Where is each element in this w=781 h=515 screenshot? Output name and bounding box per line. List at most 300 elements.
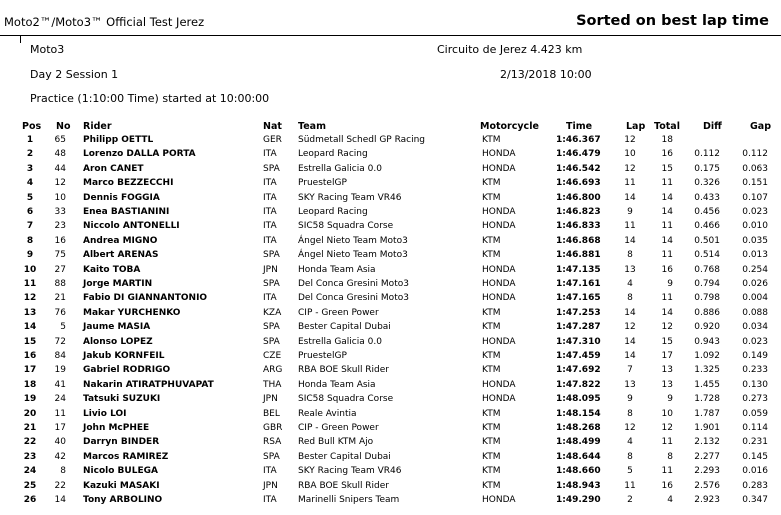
cell-rider: Tony ARBOLINO: [83, 495, 163, 505]
cell-total: 16: [661, 264, 673, 275]
cell-team: SKY Racing Team VR46: [298, 192, 402, 203]
cell-diff: 1.787: [694, 408, 720, 419]
cell-lap: 9: [627, 207, 633, 217]
cell-best-time: 1:48.644: [556, 451, 601, 462]
cell-diff: 0.514: [694, 250, 720, 261]
cell-total: 11: [661, 293, 673, 304]
cell-nation: ITA: [263, 207, 277, 217]
cell-number: 33: [54, 207, 66, 217]
cell-lap: 9: [627, 394, 633, 405]
cell-best-time: 1:48.499: [556, 437, 601, 448]
column-header-total: Total: [654, 121, 680, 132]
cell-pos: 4: [26, 178, 34, 189]
cell-motorcycle: KTM: [482, 307, 501, 318]
table-row: [0, 134, 781, 148]
table-row: [0, 494, 781, 508]
cell-total: 9: [667, 279, 673, 289]
table-row: [0, 336, 781, 350]
cell-rider: Philipp OETTL: [83, 135, 154, 145]
cell-lap: 14: [624, 235, 636, 246]
cell-motorcycle: KTM: [482, 451, 501, 462]
cell-nation: BEL: [263, 408, 280, 419]
cell-best-time: 1:46.800: [556, 192, 601, 203]
cell-motorcycle: HONDA: [482, 293, 516, 304]
cell-number: 19: [54, 365, 66, 376]
cell-rider: Nicolo BULEGA: [83, 466, 158, 477]
cell-best-time: 1:47.161: [556, 279, 601, 289]
cell-total: 10: [661, 408, 673, 419]
cell-team: Reale Avintia: [298, 408, 357, 419]
cell-motorcycle: KTM: [482, 423, 501, 433]
cell-pos: 12: [23, 293, 37, 304]
cell-rider: Andrea MIGNO: [83, 235, 158, 246]
sort-label: Sorted on best lap time: [576, 13, 769, 29]
cell-lap: 11: [624, 178, 636, 189]
cell-rider: Jaume MASIA: [83, 322, 151, 333]
cell-number: 14: [54, 495, 66, 505]
column-header-motorcycle: Motorcycle: [480, 121, 539, 132]
cell-motorcycle: KTM: [482, 480, 501, 491]
cell-pos: 2: [26, 149, 34, 160]
cell-lap: 4: [627, 437, 633, 448]
cell-rider: Gabriel RODRIGO: [83, 365, 171, 376]
cell-motorcycle: KTM: [482, 365, 501, 376]
cell-gap: 0.273: [742, 394, 768, 405]
cell-total: 9: [667, 394, 673, 405]
cell-pos: 6: [26, 207, 34, 217]
table-row: [0, 148, 781, 162]
cell-number: 12: [54, 178, 66, 189]
cell-diff: 0.501: [694, 235, 720, 246]
cell-best-time: 1:48.660: [556, 466, 601, 477]
cell-motorcycle: HONDA: [482, 221, 516, 232]
table-row: [0, 163, 781, 177]
table-row: [0, 393, 781, 407]
cell-team: Leopard Racing: [298, 149, 368, 160]
title-rule: [0, 35, 781, 36]
cell-total: 18: [661, 135, 673, 145]
cell-pos: 13: [23, 307, 37, 318]
table-row: [0, 264, 781, 278]
cell-pos: 9: [26, 250, 34, 261]
cell-pos: 26: [23, 495, 37, 505]
cell-lap: 12: [624, 135, 636, 145]
cell-motorcycle: KTM: [482, 250, 501, 261]
cell-rider: Kazuki MASAKI: [83, 480, 160, 491]
cell-team: Südmetall Schedl GP Racing: [298, 135, 426, 145]
cell-motorcycle: KTM: [482, 178, 501, 189]
cell-lap: 8: [627, 451, 633, 462]
table-row: [0, 364, 781, 378]
cell-number: 11: [54, 408, 66, 419]
cell-rider: Fabio DI GIANNANTONIO: [83, 293, 208, 304]
cell-number: 42: [54, 451, 66, 462]
cell-pos: 16: [23, 351, 37, 361]
cell-rider: John McPHEE: [83, 423, 150, 433]
cell-total: 14: [661, 192, 673, 203]
table-row: [0, 436, 781, 450]
cell-pos: 24: [23, 466, 37, 477]
cell-nation: ITA: [263, 178, 277, 189]
cell-number: 48: [54, 149, 66, 160]
cell-number: 23: [54, 221, 66, 232]
cell-number: 65: [54, 135, 66, 145]
cell-lap: 13: [624, 379, 636, 390]
cell-nation: SPA: [263, 250, 280, 261]
cell-gap: 0.151: [742, 178, 768, 189]
table-row: [0, 249, 781, 263]
cell-lap: 8: [627, 293, 633, 304]
cell-team: Ángel Nieto Team Moto3: [298, 235, 408, 246]
cell-nation: ITA: [263, 235, 277, 246]
cell-diff: 0.886: [694, 307, 720, 318]
cell-team: RBA BOE Skull Rider: [298, 365, 390, 376]
cell-gap: 0.231: [742, 437, 768, 448]
cell-lap: 11: [624, 480, 636, 491]
cell-nation: SPA: [263, 336, 280, 347]
cell-gap: 0.283: [742, 480, 768, 491]
cell-best-time: 1:47.253: [556, 307, 601, 318]
cell-motorcycle: HONDA: [482, 163, 516, 174]
cell-nation: SPA: [263, 451, 280, 462]
cell-gap: 0.088: [742, 307, 768, 318]
cell-team: Del Conca Gresini Moto3: [298, 279, 409, 289]
cell-number: 84: [54, 351, 66, 361]
cell-number: 22: [54, 480, 66, 491]
cell-team: Red Bull KTM Ajo: [298, 437, 374, 448]
cell-rider: Tatsuki SUZUKI: [83, 394, 161, 405]
session-name: Day 2 Session 1: [30, 68, 119, 81]
cell-total: 12: [661, 322, 673, 333]
table-row: [0, 321, 781, 335]
cell-total: 8: [667, 451, 673, 462]
cell-lap: 14: [624, 351, 636, 361]
cell-team: PruestelGP: [298, 178, 347, 189]
cell-diff: 2.293: [694, 466, 720, 477]
cell-rider: Jorge MARTIN: [83, 279, 153, 289]
cell-pos: 20: [23, 408, 37, 419]
cell-gap: 0.004: [742, 293, 768, 304]
cell-diff: 1.325: [694, 365, 720, 376]
cell-best-time: 1:47.165: [556, 293, 601, 304]
cell-number: 27: [54, 264, 66, 275]
cell-lap: 14: [624, 307, 636, 318]
cell-pos: 21: [23, 423, 37, 433]
cell-gap: 0.023: [742, 207, 768, 217]
cell-rider: Marcos RAMIREZ: [83, 451, 169, 462]
cell-nation: ITA: [263, 221, 277, 232]
cell-total: 11: [661, 221, 673, 232]
cell-motorcycle: KTM: [482, 437, 501, 448]
cell-best-time: 1:47.310: [556, 336, 601, 347]
column-header-gap: Gap: [750, 121, 772, 132]
cell-team: CIP - Green Power: [298, 307, 379, 318]
cell-team: Marinelli Snipers Team: [298, 495, 400, 505]
cell-pos: 11: [23, 279, 37, 289]
cell-best-time: 1:48.943: [556, 480, 601, 491]
cell-team: SIC58 Squadra Corse: [298, 394, 394, 405]
cell-best-time: 1:47.692: [556, 365, 601, 376]
table-row: [0, 292, 781, 306]
cell-number: 17: [54, 423, 66, 433]
cell-gap: 0.016: [742, 466, 768, 477]
cell-best-time: 1:47.822: [556, 379, 601, 390]
cell-pos: 17: [23, 365, 37, 376]
table-row: [0, 206, 781, 220]
cell-lap: 5: [627, 466, 633, 477]
cell-number: 10: [54, 192, 66, 203]
cell-best-time: 1:48.154: [556, 408, 601, 419]
table-row: [0, 451, 781, 465]
cell-diff: 0.456: [694, 207, 720, 217]
table-row: [0, 408, 781, 422]
cell-nation: SPA: [263, 322, 280, 333]
cell-gap: 0.149: [742, 351, 768, 361]
cell-rider: Kaito TOBA: [83, 264, 141, 275]
column-header-rider: Rider: [83, 121, 112, 132]
cell-best-time: 1:48.095: [556, 394, 601, 405]
cell-motorcycle: KTM: [482, 408, 501, 419]
column-header-nat: Nat: [263, 121, 282, 132]
cell-motorcycle: KTM: [482, 351, 501, 361]
cell-number: 5: [60, 322, 66, 333]
cell-gap: 0.010: [742, 221, 768, 232]
cell-team: Honda Team Asia: [298, 379, 376, 390]
cell-number: 76: [54, 307, 66, 318]
cell-nation: SPA: [263, 163, 280, 174]
cell-nation: JPN: [263, 480, 278, 491]
cell-rider: Jakub KORNFEIL: [83, 351, 165, 361]
cell-lap: 2: [627, 495, 633, 505]
cell-motorcycle: HONDA: [482, 394, 516, 405]
cell-gap: 0.145: [742, 451, 768, 462]
cell-rider: Nakarin ATIRATPHUVAPAT: [83, 379, 214, 390]
cell-gap: 0.233: [742, 365, 768, 376]
cell-number: 24: [54, 394, 66, 405]
cell-best-time: 1:46.542: [556, 163, 601, 174]
cell-rider: Albert ARENAS: [83, 250, 159, 261]
cell-gap: 0.059: [742, 408, 768, 419]
cell-number: 88: [54, 279, 66, 289]
column-header-lap: Lap: [626, 121, 646, 132]
cell-nation: JPN: [263, 394, 278, 405]
cell-diff: 0.466: [694, 221, 720, 232]
cell-pos: 23: [23, 451, 37, 462]
cell-total: 11: [661, 250, 673, 261]
cell-number: 21: [54, 293, 66, 304]
cell-total: 17: [661, 351, 673, 361]
cell-total: 4: [667, 495, 673, 505]
cell-lap: 14: [624, 192, 636, 203]
cell-pos: 18: [23, 379, 37, 390]
cell-rider: Aron CANET: [83, 163, 144, 174]
cell-total: 15: [661, 336, 673, 347]
table-row: [0, 465, 781, 479]
cell-gap: 0.035: [742, 235, 768, 246]
cell-total: 14: [661, 207, 673, 217]
table-row: [0, 235, 781, 249]
cell-best-time: 1:47.135: [556, 264, 601, 275]
cell-nation: GER: [263, 135, 282, 145]
cell-motorcycle: HONDA: [482, 379, 516, 390]
cell-rider: Darryn BINDER: [83, 437, 160, 448]
cell-total: 13: [661, 379, 673, 390]
cell-nation: GBR: [263, 423, 283, 433]
cell-team: Estrella Galicia 0.0: [298, 163, 382, 174]
cell-total: 14: [661, 307, 673, 318]
cell-best-time: 1:47.287: [556, 322, 601, 333]
cell-team: Bester Capital Dubai: [298, 322, 391, 333]
cell-nation: THA: [263, 379, 282, 390]
cell-motorcycle: KTM: [482, 235, 501, 246]
cell-diff: 2.132: [694, 437, 720, 448]
cell-lap: 12: [624, 423, 636, 433]
cell-lap: 7: [627, 365, 633, 376]
cell-gap: 0.013: [742, 250, 768, 261]
cell-diff: 1.901: [694, 423, 720, 433]
cell-team: RBA BOE Skull Rider: [298, 480, 390, 491]
cell-pos: 19: [23, 394, 37, 405]
cell-motorcycle: HONDA: [482, 279, 516, 289]
cell-gap: 0.026: [742, 279, 768, 289]
cell-number: 44: [54, 163, 66, 174]
cell-diff: 0.943: [694, 336, 720, 347]
cell-motorcycle: HONDA: [482, 207, 516, 217]
cell-diff: 1.092: [694, 351, 720, 361]
cell-motorcycle: HONDA: [482, 264, 516, 275]
cell-number: 41: [54, 379, 66, 390]
cell-nation: KZA: [263, 307, 282, 318]
cell-pos: 14: [23, 322, 37, 333]
cell-nation: RSA: [263, 437, 282, 448]
cell-total: 15: [661, 163, 673, 174]
cell-lap: 13: [624, 264, 636, 275]
cell-pos: 22: [23, 437, 37, 448]
cell-lap: 8: [627, 250, 633, 261]
cell-total: 11: [661, 437, 673, 448]
table-row: [0, 278, 781, 292]
cell-team: Bester Capital Dubai: [298, 451, 391, 462]
table-row: [0, 177, 781, 191]
column-header-diff: Diff: [703, 121, 722, 132]
cell-lap: 12: [624, 163, 636, 174]
cell-diff: 1.455: [694, 379, 720, 390]
cell-lap: 10: [624, 149, 636, 160]
cell-gap: 0.112: [742, 149, 768, 160]
column-header-pos: Pos: [22, 121, 42, 132]
cell-rider: Dennis FOGGIA: [83, 192, 160, 203]
cell-motorcycle: HONDA: [482, 495, 516, 505]
cell-nation: CZE: [263, 351, 282, 361]
table-row: [0, 480, 781, 494]
table-row: [0, 379, 781, 393]
cell-team: Del Conca Gresini Moto3: [298, 293, 409, 304]
cell-pos: 25: [23, 480, 37, 491]
cell-diff: 0.794: [694, 279, 720, 289]
cell-lap: 12: [624, 322, 636, 333]
cell-diff: 0.768: [694, 264, 720, 275]
cell-number: 16: [54, 235, 66, 246]
cell-motorcycle: KTM: [482, 322, 501, 333]
cell-total: 11: [661, 466, 673, 477]
cell-best-time: 1:46.693: [556, 178, 601, 189]
cell-gap: 0.034: [742, 322, 768, 333]
cell-nation: ITA: [263, 495, 277, 505]
cell-best-time: 1:46.479: [556, 149, 601, 160]
table-row: [0, 192, 781, 206]
cell-diff: 0.798: [694, 293, 720, 304]
cell-best-time: 1:46.868: [556, 235, 601, 246]
cell-gap: 0.023: [742, 336, 768, 347]
cell-number: 75: [54, 250, 66, 261]
cell-best-time: 1:47.459: [556, 351, 601, 361]
cell-team: Estrella Galicia 0.0: [298, 336, 382, 347]
cell-pos: 15: [23, 336, 37, 347]
cell-total: 12: [661, 423, 673, 433]
cell-gap: 0.130: [742, 379, 768, 390]
cell-nation: JPN: [263, 264, 278, 275]
cell-diff: 0.920: [694, 322, 720, 333]
table-row: [0, 220, 781, 234]
cell-pos: 10: [23, 264, 37, 275]
cell-team: Leopard Racing: [298, 207, 368, 217]
cell-best-time: 1:46.833: [556, 221, 601, 232]
cell-team: SKY Racing Team VR46: [298, 466, 402, 477]
cell-number: 72: [54, 336, 66, 347]
cell-nation: ARG: [263, 365, 283, 376]
cell-rider: Marco BEZZECCHI: [83, 178, 174, 189]
cell-pos: 7: [26, 221, 34, 232]
cell-team: SIC58 Squadra Corse: [298, 221, 394, 232]
cell-rider: Makar YURCHENKO: [83, 307, 181, 318]
cell-nation: ITA: [263, 293, 277, 304]
cell-team: PruestelGP: [298, 351, 347, 361]
cell-number: 8: [60, 466, 66, 477]
cell-diff: 0.433: [694, 192, 720, 203]
practice-info: Practice (1:10:00 Time) started at 10:00:00: [30, 92, 270, 105]
title-rule-tick: [20, 35, 21, 43]
cell-total: 14: [661, 235, 673, 246]
cell-total: 13: [661, 365, 673, 376]
cell-lap: 11: [624, 221, 636, 232]
cell-best-time: 1:49.290: [556, 495, 601, 505]
cell-motorcycle: HONDA: [482, 336, 516, 347]
cell-gap: 0.347: [742, 495, 768, 505]
cell-best-time: 1:46.881: [556, 250, 601, 261]
cell-motorcycle: KTM: [482, 466, 501, 477]
cell-best-time: 1:46.367: [556, 135, 601, 145]
cell-motorcycle: KTM: [482, 135, 501, 145]
cell-team: CIP - Green Power: [298, 423, 379, 433]
cell-best-time: 1:46.823: [556, 207, 601, 217]
cell-diff: 0.112: [694, 149, 720, 160]
document-title: Moto2™/Moto3™ Official Test Jerez: [4, 15, 205, 29]
cell-pos: 8: [26, 235, 34, 246]
cell-best-time: 1:48.268: [556, 423, 601, 433]
cell-team: Ángel Nieto Team Moto3: [298, 250, 408, 261]
cell-total: 11: [661, 178, 673, 189]
cell-lap: 14: [624, 336, 636, 347]
cell-diff: 2.576: [694, 480, 720, 491]
cell-team: Honda Team Asia: [298, 264, 376, 275]
cell-gap: 0.254: [742, 264, 768, 275]
session-datetime: 2/13/2018 10:00: [500, 68, 592, 81]
cell-gap: 0.063: [742, 163, 768, 174]
cell-motorcycle: KTM: [482, 192, 501, 203]
column-header-team: Team: [298, 121, 326, 132]
cell-rider: Livio LOI: [83, 408, 127, 419]
cell-rider: Niccolo ANTONELLI: [83, 221, 180, 232]
